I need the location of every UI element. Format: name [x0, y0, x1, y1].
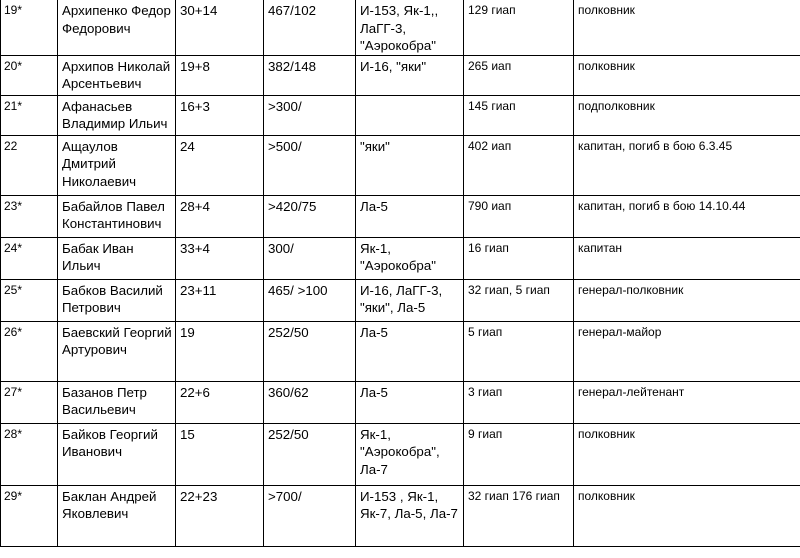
unit: 402 иап	[464, 135, 574, 195]
unit: 3 гиап	[464, 381, 574, 423]
sorties: >700/	[264, 485, 356, 546]
pilots-table-body	[1, 0, 800, 546]
sorties: 382/148	[264, 55, 356, 95]
aircraft: И-16, "яки"	[356, 55, 464, 95]
victories: 19	[176, 321, 264, 381]
unit: 145 гиап	[464, 95, 574, 135]
row-number: 23*	[1, 195, 58, 237]
table-row	[1, 237, 800, 279]
unit: 790 иап	[464, 195, 574, 237]
row-number: 27*	[1, 381, 58, 423]
rank: полковник	[574, 423, 800, 485]
pilot-name: Архипенко Федор Федорович	[58, 0, 176, 55]
unit: 32 гиап, 5 гиап	[464, 279, 574, 321]
row-number: 28*	[1, 423, 58, 485]
table-row	[1, 135, 800, 195]
unit: 32 гиап 176 гиап	[464, 485, 574, 546]
victories: 22+23	[176, 485, 264, 546]
rank: полковник	[574, 485, 800, 546]
rank: подполковник	[574, 95, 800, 135]
sorties: 300/	[264, 237, 356, 279]
victories: 16+3	[176, 95, 264, 135]
rank: генерал-майор	[574, 321, 800, 381]
table-row	[1, 95, 800, 135]
aircraft: И-16, ЛаГГ-3, "яки", Ла-5	[356, 279, 464, 321]
table-row	[1, 279, 800, 321]
aircraft: Як-1, "Аэрокобра"	[356, 237, 464, 279]
aircraft: Ла-5	[356, 321, 464, 381]
table-row	[1, 0, 800, 55]
row-number: 20*	[1, 55, 58, 95]
sorties: >420/75	[264, 195, 356, 237]
sorties: 360/62	[264, 381, 356, 423]
table-row	[1, 55, 800, 95]
pilot-name: Архипов Николай Арсентьевич	[58, 55, 176, 95]
victories: 28+4	[176, 195, 264, 237]
victories: 15	[176, 423, 264, 485]
unit: 9 гиап	[464, 423, 574, 485]
unit: 16 гиап	[464, 237, 574, 279]
pilot-name: Афанасьев Владимир Ильич	[58, 95, 176, 135]
rank: генерал-полковник	[574, 279, 800, 321]
rank: полковник	[574, 55, 800, 95]
victories: 19+8	[176, 55, 264, 95]
sorties: 252/50	[264, 423, 356, 485]
table-row	[1, 321, 800, 381]
aircraft: И-153 , Як-1, Як-7, Ла-5, Ла-7	[356, 485, 464, 546]
sorties: >500/	[264, 135, 356, 195]
pilot-name: Байков Георгий Иванович	[58, 423, 176, 485]
unit: 5 гиап	[464, 321, 574, 381]
victories: 22+6	[176, 381, 264, 423]
victories: 23+11	[176, 279, 264, 321]
aircraft: Як-1, "Аэрокобра", Ла-7	[356, 423, 464, 485]
table-row	[1, 195, 800, 237]
rank: капитан, погиб в бою 6.3.45	[574, 135, 800, 195]
rank: капитан, погиб в бою 14.10.44	[574, 195, 800, 237]
table-row	[1, 423, 800, 485]
aircraft: Ла-5	[356, 195, 464, 237]
unit: 265 иап	[464, 55, 574, 95]
rank: генерал-лейтенант	[574, 381, 800, 423]
table-row	[1, 485, 800, 546]
unit: 129 гиап	[464, 0, 574, 55]
aircraft: И-153, Як-1,, ЛаГГ-3, "Аэрокобра"	[356, 0, 464, 55]
sorties: 465/ >100	[264, 279, 356, 321]
pilot-name: Бабков Василий Петрович	[58, 279, 176, 321]
row-number: 29*	[1, 485, 58, 546]
row-number: 22	[1, 135, 58, 195]
sorties: >300/	[264, 95, 356, 135]
pilot-name: Базанов Петр Васильевич	[58, 381, 176, 423]
row-number: 21*	[1, 95, 58, 135]
victories: 30+14	[176, 0, 264, 55]
aircraft: Ла-5	[356, 381, 464, 423]
victories: 24	[176, 135, 264, 195]
table-row	[1, 381, 800, 423]
pilot-name: Баклан Андрей Яковлевич	[58, 485, 176, 546]
sorties: 252/50	[264, 321, 356, 381]
row-number: 19*	[1, 0, 58, 55]
rank: полковник	[574, 0, 800, 55]
row-number: 26*	[1, 321, 58, 381]
pilot-name: Бабайлов Павел Константинович	[58, 195, 176, 237]
row-number: 25*	[1, 279, 58, 321]
aircraft	[356, 95, 464, 135]
victories: 33+4	[176, 237, 264, 279]
sorties: 467/102	[264, 0, 356, 55]
row-number: 24*	[1, 237, 58, 279]
pilot-name: Бабак Иван Ильич	[58, 237, 176, 279]
rank: капитан	[574, 237, 800, 279]
pilot-name: Баевский Георгий Артурович	[58, 321, 176, 381]
aircraft: "яки"	[356, 135, 464, 195]
pilot-name: Ащаулов Дмитрий Николаевич	[58, 135, 176, 195]
